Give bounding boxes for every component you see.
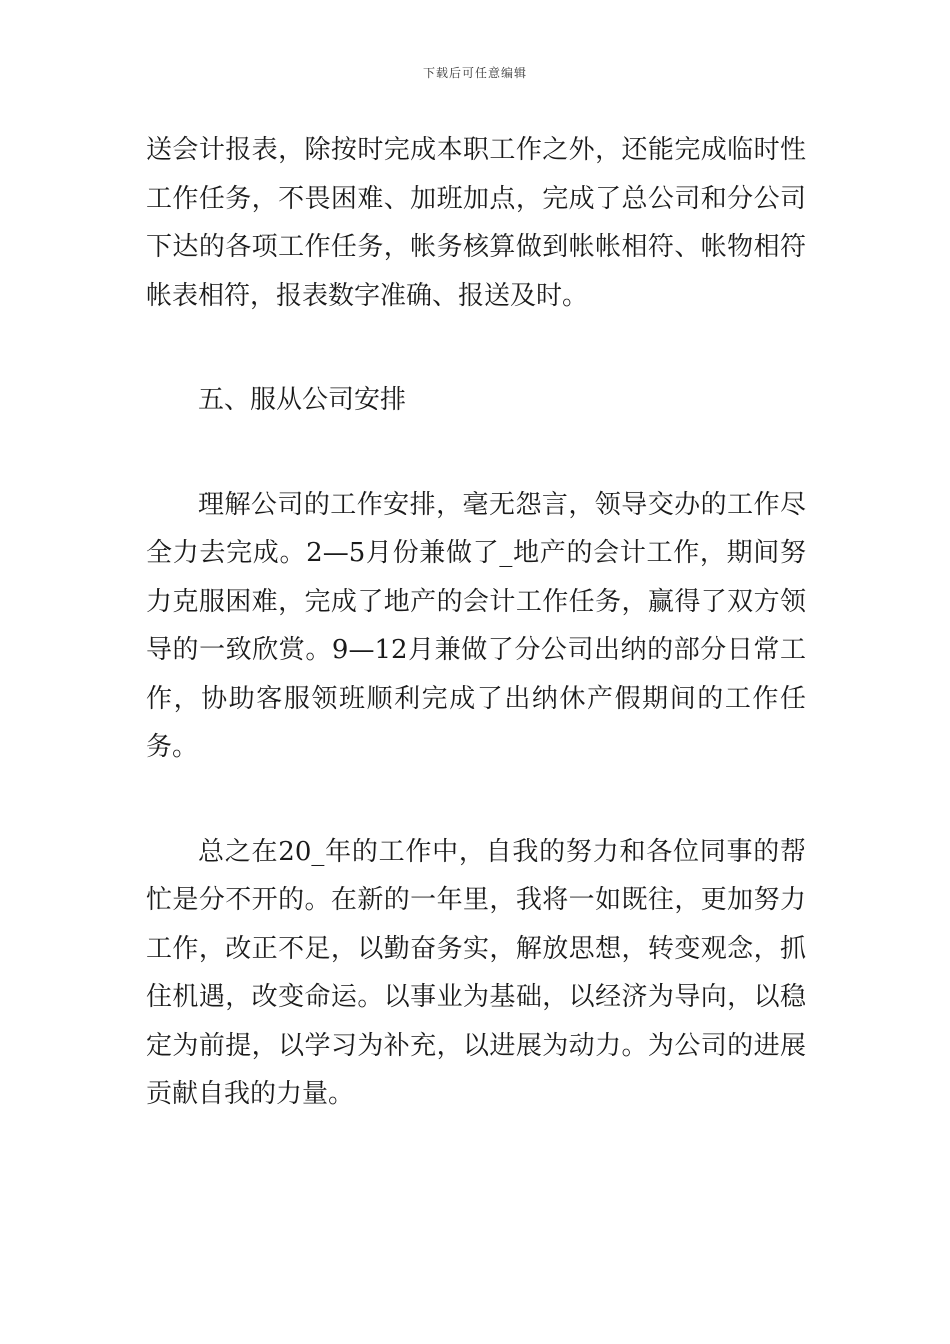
paragraph-gap: [146, 772, 806, 828]
paragraph-arrangement: 理解公司的工作安排，毫无怨言，领导交办的工作尽全力去完成。2—5月份兼做了_地产的会计工作，期间努力克服困难，完成了地产的会计工作任务，赢得了双方领导的一致欣赏。9—12月兼做了分公司出纳的部分日常工作，协助客服领班顺利完成了出纳休产假期间的工作任务。: [146, 489, 806, 762]
document-body: [146, 126, 806, 1119]
section-heading: 五、服从公司安排: [198, 385, 407, 415]
paragraph-continuation: 送会计报表，除按时完成本职工作之外，还能完成临时性工作任务，不畏困难、加班加点，完成了总公司和分公司下达的各项工作任务，帐务核算做到帐帐相符、帐物相符帐表相符，报表数字准确、报送及时。: [146, 135, 806, 311]
paragraph-summary: 总之在20_年的工作中，自我的努力和各位同事的帮忙是分不开的。在新的一年里，我将一如既往，更加努力工作，改正不足，以勤奋务实，解放思想，转变观念，抓住机遇，改变命运。以事业为基础，以经济为导向，以稳定为前提，以学习为补充，以进展为动力。为公司的进展贡献自我的力量。: [146, 836, 806, 1109]
paragraph-gap: [146, 425, 806, 481]
paragraph-gap: [146, 320, 806, 376]
header-note: 下载后可任意编辑: [422, 66, 527, 80]
